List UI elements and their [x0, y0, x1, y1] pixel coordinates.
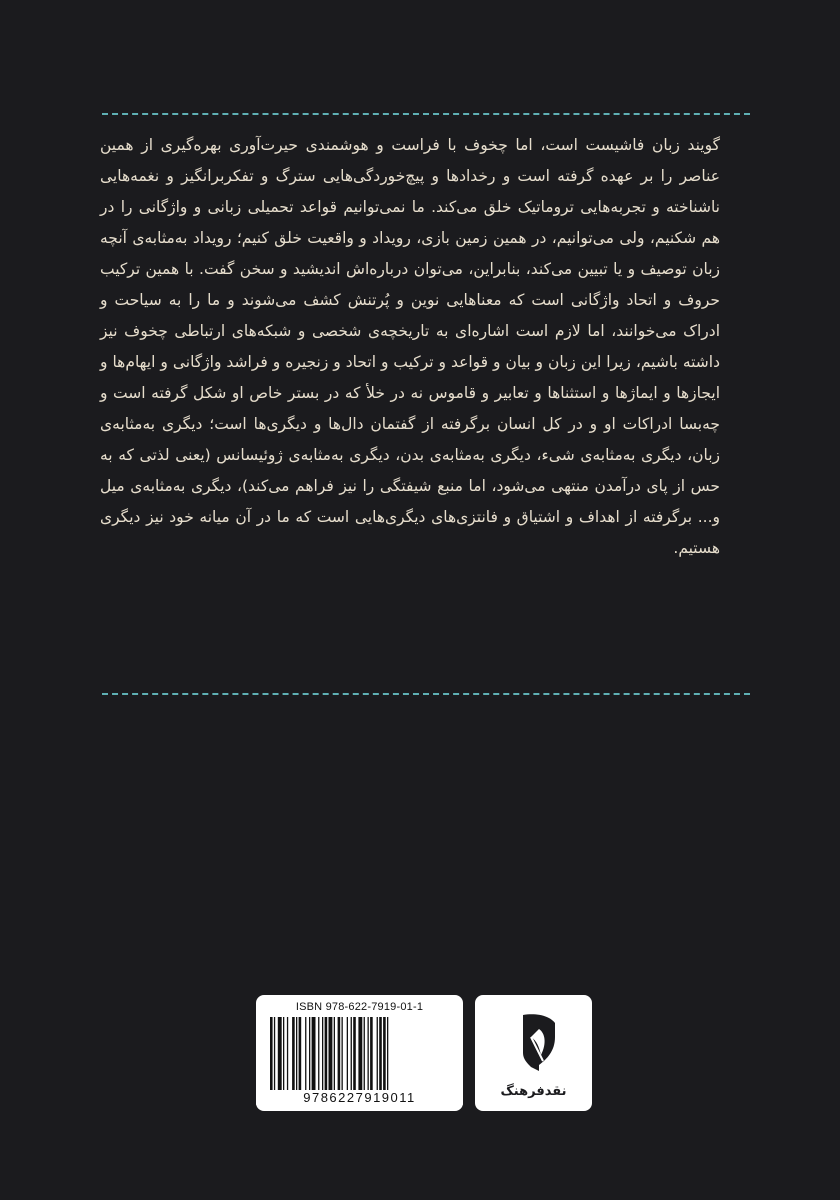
isbn-label: ISBN 978-622-7919-01-1: [295, 1001, 424, 1013]
isbn-barcode-box: [256, 995, 463, 1111]
top-dashed-divider: [102, 113, 750, 115]
back-cover-blurb: گویند زبان فاشیست است، اما چخوف با فراست و هوشمندی حیرت‌آوری بهره‌گیری از همین عناصر را بر عهده گرفته است و رخدادها و پیچ‌خوردگی‌هایی سترگ و تفکربرانگیز و نغمه‌هایی ناشناخته و تجربه‌هایی تروماتیک خلق می‌کند. ما نمی‌توانیم قواعد تحمیلی زبانی و واژگانی را در هم شکنیم، ولی می‌توانیم، در همین زمین بازی، رویداد و واقعیت خلق کنیم؛ رویداد به‌مثابه‌ی آنچه زبان توصیف و یا تبیین می‌کند، بنابراین، می‌توان درباره‌اش اندیشید و سخن گفت. با همین ترکیب حروف و اتحاد واژگانی است که معناهایی نوین و پُرتنش کشف می‌شوند و ما را به سیاحت و ادراک می‌خوانند، اما لازم است اشاره‌ای به تاریخچه‌ی شخصی و شبکه‌های ارتباطی چخوف نیز داشته باشیم، زیرا این زبان و بیان و قواعد و ترکیب و اتحاد و زنجیره و فراشد واژگانی و ایهام‌ها و ایجازها و ایماژها و استثناها و تعابیر و قاموس نه در خلأ که در بستر خاص او شکل گرفته است و چه‌بسا ادراکات او و در کل انسان برگرفته از گفتمان دال‌ها و دیگری‌ها است؛ دیگری به‌مثابه‌ی زبان، دیگری به‌مثابه‌ی شیء، دیگری به‌مثابه‌ی بدن، دیگری به‌مثابه‌ی ژوئیسانس (یعنی لذتی که به حس از پای درآمدن منتهی می‌شود، اما منبع شیفتگی را نیز فراهم می‌کند)، دیگری به‌مثابه‌ی میل و... برگرفته از اهداف و اشتیاق و فانتزی‌های دیگری‌هایی است که ما در آن میانه خود نیز دیگری هستیم.: [100, 136, 720, 557]
publisher-name: نقدفرهنگ: [500, 1084, 567, 1099]
barcode-digits: 9786227919011: [256, 1090, 463, 1105]
barcode-icon: [268, 1017, 451, 1095]
quill-feather-icon: [509, 1007, 559, 1073]
publisher-logo-box: [475, 995, 592, 1111]
bottom-dashed-divider: [102, 693, 750, 695]
